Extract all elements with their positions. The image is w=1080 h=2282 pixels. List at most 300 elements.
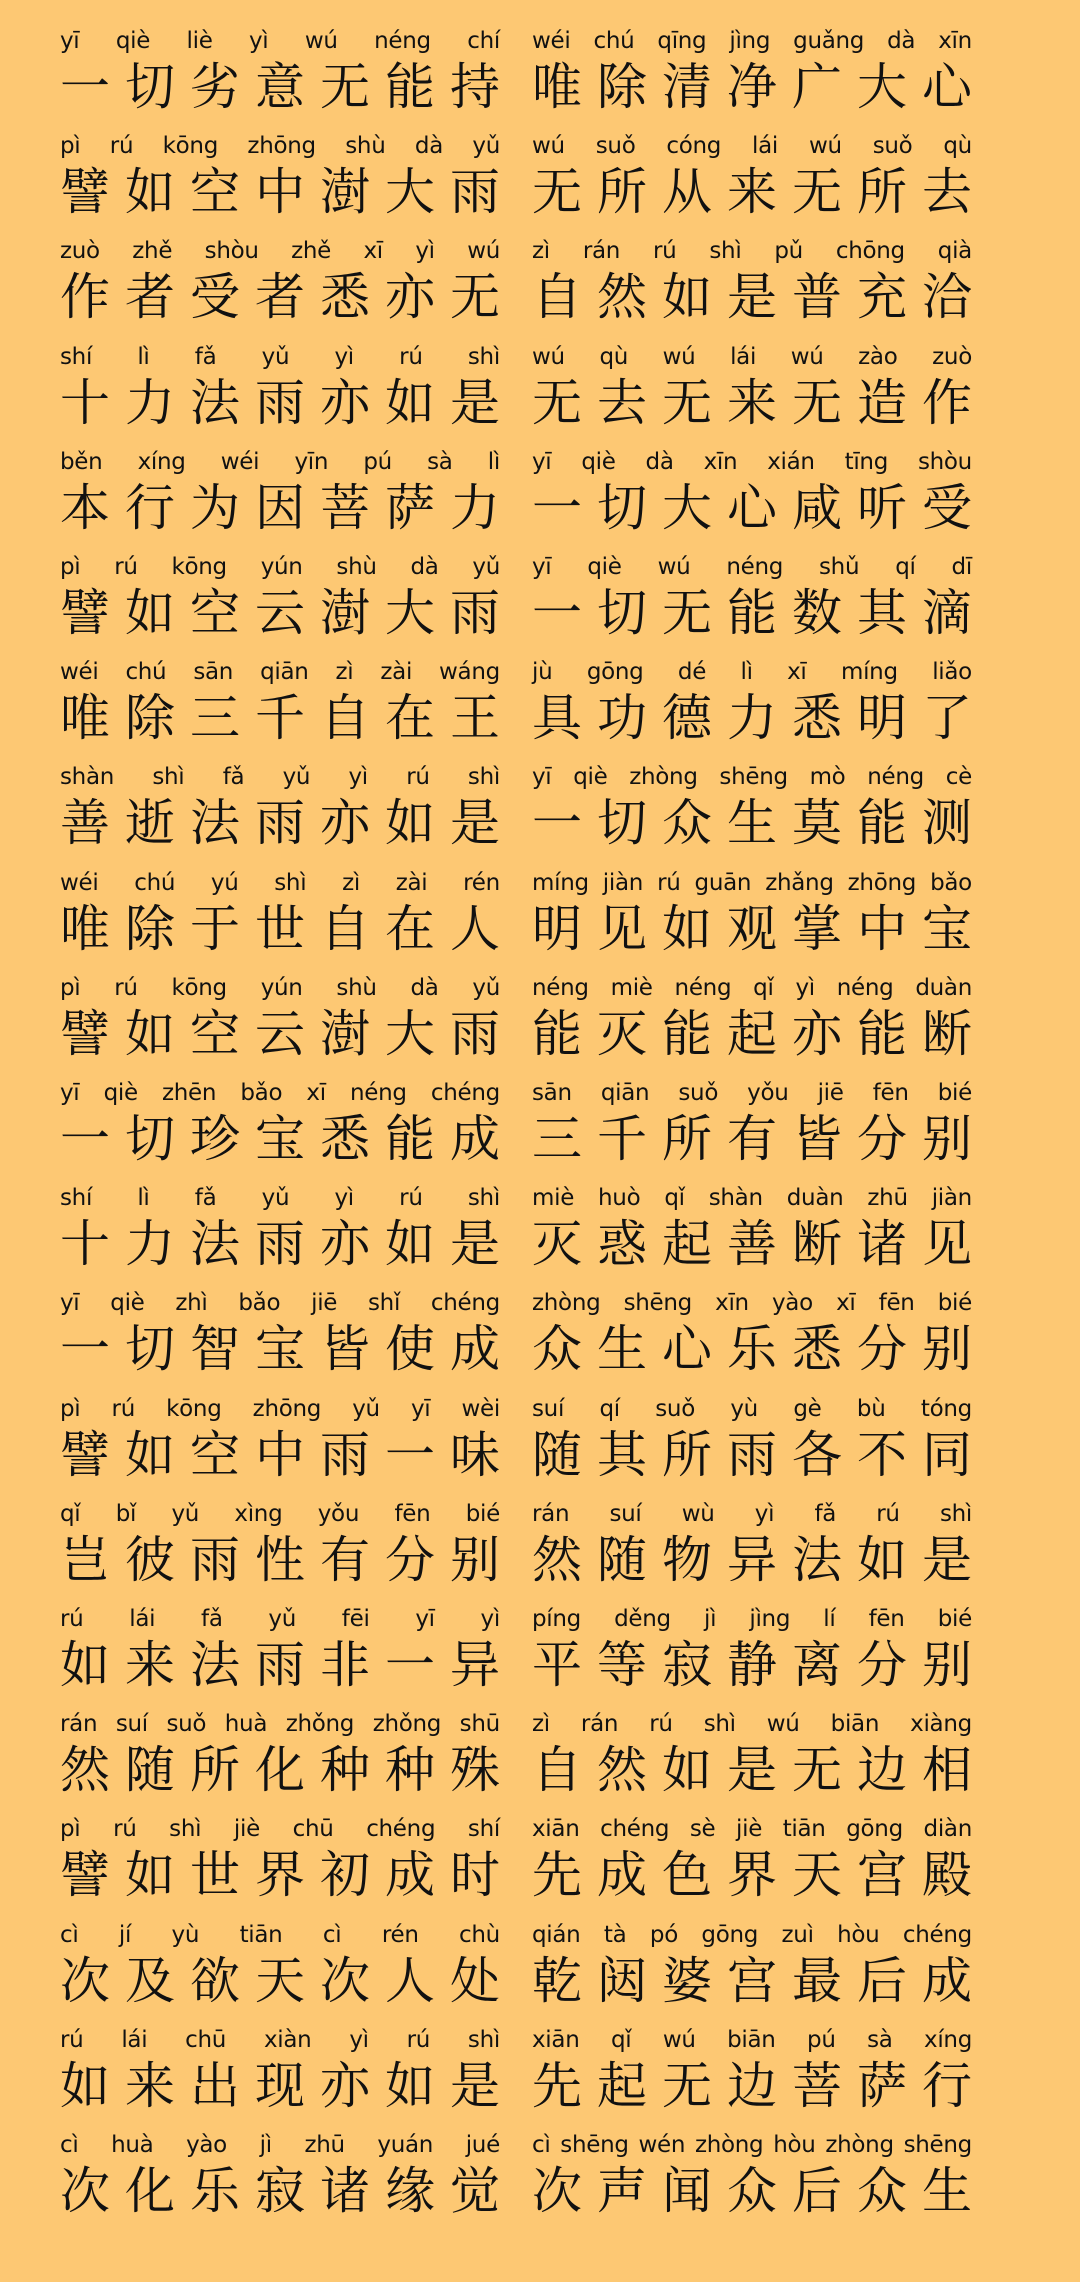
pinyin-syllable: suǒ — [872, 133, 913, 160]
verse-left — [60, 1392, 500, 1497]
pinyin-syllable: duàn — [915, 974, 972, 1001]
hanzi-line: 先 成 色 界 天 宫 殿 — [532, 1846, 972, 1905]
pinyin-syllable: shì — [709, 238, 742, 265]
pinyin-syllable: shí — [60, 1185, 93, 1212]
pinyin-line — [532, 26, 972, 56]
pinyin-syllable: lái — [752, 133, 779, 160]
pinyin-syllable: xìng — [234, 1500, 283, 1527]
pinyin-syllable: xī — [306, 1080, 326, 1106]
pinyin-syllable: xiān — [532, 2026, 580, 2053]
hanzi-line: 先 起 无 边 菩 萨 行 — [532, 2056, 972, 2115]
hanzi-line: 无 所 从 来 无 所 去 — [532, 163, 972, 222]
hanzi-line: 譬 如 空 中 雨 一 味 — [60, 1425, 500, 1484]
pinyin-syllable: chōng — [835, 238, 905, 265]
pinyin-syllable: fēn — [394, 1500, 431, 1527]
pinyin-syllable: qiè — [587, 554, 622, 580]
pinyin-syllable: xīn — [938, 28, 972, 54]
pinyin-syllable: qù — [599, 343, 629, 370]
pinyin-syllable: chéng — [430, 1080, 500, 1106]
verse-row — [0, 1602, 1080, 1707]
pinyin-syllable: kōng — [171, 974, 227, 1001]
verse-left — [60, 550, 500, 655]
pinyin-syllable: zhū — [867, 1185, 908, 1212]
pinyin-syllable: yǔ — [352, 1395, 380, 1422]
hanzi-line: 本 行 为 因 菩 萨 力 — [60, 478, 500, 537]
pinyin-syllable: zhēn — [162, 1080, 217, 1106]
pinyin-line — [60, 1394, 500, 1424]
pinyin-syllable: suǒ — [655, 1395, 695, 1422]
pinyin-syllable: rú — [406, 764, 430, 791]
hanzi-line: 唯 除 三 千 自 在 王 — [60, 689, 500, 748]
hanzi-line: 作 者 受 者 悉 亦 无 — [60, 268, 500, 327]
verse-row — [0, 760, 1080, 865]
pinyin-syllable: shàn — [60, 764, 115, 791]
pinyin-line — [60, 1920, 500, 1950]
pinyin-line — [532, 131, 972, 161]
pinyin-syllable: shū — [459, 1711, 500, 1738]
pinyin-syllable: shì — [467, 1185, 500, 1212]
hanzi-line: 一 切 智 宝 皆 使 成 — [60, 1320, 500, 1379]
verse-left — [60, 1076, 500, 1181]
pinyin-syllable: yún — [260, 974, 303, 1001]
verse-row — [0, 445, 1080, 550]
hanzi-line: 如 来 出 现 亦 如 是 — [60, 2056, 500, 2115]
pinyin-syllable: qǐ — [753, 974, 774, 1001]
verse-right — [532, 1181, 972, 1286]
pinyin-syllable: dé — [677, 659, 707, 686]
pinyin-syllable: sà — [427, 448, 453, 475]
pinyin-syllable: chú — [125, 659, 167, 686]
pinyin-syllable: lì — [137, 343, 150, 370]
pinyin-syllable: pú — [807, 2026, 836, 2053]
pinyin-syllable: chéng — [366, 1816, 436, 1843]
pinyin-syllable: wéi — [60, 869, 99, 896]
pinyin-syllable: jiàn — [931, 1185, 972, 1212]
hanzi-line: 次 化 乐 寂 诸 缘 觉 — [60, 2162, 500, 2220]
pinyin-syllable: yǒu — [747, 1080, 789, 1106]
pinyin-syllable: yǔ — [472, 133, 500, 160]
verse-left — [60, 1286, 500, 1391]
pinyin-syllable: yī — [415, 1606, 435, 1632]
hanzi-line: 譬 如 空 云 澍 大 雨 — [60, 1004, 500, 1063]
pinyin-syllable: rán — [532, 1500, 570, 1527]
pinyin-syllable: gè — [793, 1395, 822, 1422]
verse-left — [60, 866, 500, 971]
verse-left — [60, 1497, 500, 1602]
pinyin-syllable: zhǒng — [285, 1711, 355, 1738]
pinyin-syllable: yīn — [294, 448, 329, 475]
hanzi-line: 然 随 物 异 法 如 是 — [532, 1530, 972, 1589]
pinyin-syllable: yì — [334, 1185, 354, 1212]
pinyin-syllable: chū — [292, 1816, 334, 1843]
pinyin-syllable: bié — [937, 1606, 972, 1632]
verse-right — [532, 24, 972, 129]
pinyin-syllable: zuò — [932, 343, 972, 370]
pinyin-syllable: zhǎng — [765, 869, 834, 896]
pinyin-syllable: qià — [937, 238, 972, 265]
pinyin-syllable: pì — [60, 1395, 81, 1422]
pinyin-line — [60, 2130, 500, 2160]
pinyin-syllable: wú — [766, 1711, 800, 1738]
pinyin-syllable: jì — [259, 2132, 272, 2158]
hanzi-line: 如 来 法 雨 非 一 异 — [60, 1636, 500, 1694]
pinyin-syllable: chù — [459, 1921, 500, 1948]
pinyin-syllable: rán — [582, 238, 621, 265]
pinyin-syllable: shù — [336, 554, 377, 580]
pinyin-syllable: liè — [186, 28, 213, 54]
pinyin-syllable: cì — [322, 1921, 342, 1948]
verse-row — [0, 971, 1080, 1076]
pinyin-syllable: zhòng — [629, 764, 698, 791]
verse-right — [532, 1918, 972, 2023]
pinyin-syllable: xiàn — [263, 2026, 312, 2053]
pinyin-syllable: sān — [193, 659, 234, 686]
pinyin-line — [532, 552, 972, 582]
pinyin-syllable: qiè — [573, 764, 608, 791]
pinyin-syllable: zhě — [291, 238, 332, 265]
pinyin-syllable: cóng — [666, 133, 722, 160]
hanzi-line: 平 等 寂 静 离 分 别 — [532, 1636, 972, 1694]
pinyin-syllable: shòu — [917, 448, 972, 475]
pinyin-syllable: dà — [887, 28, 916, 54]
pinyin-syllable: shì — [467, 764, 500, 791]
pinyin-syllable: jìng — [729, 28, 771, 54]
pinyin-syllable: lì — [137, 1185, 150, 1212]
pinyin-syllable: qián — [532, 1921, 581, 1948]
hanzi-line: 唯 除 于 世 自 在 人 — [60, 899, 500, 958]
pinyin-syllable: qiè — [581, 448, 616, 475]
pinyin-syllable: zuì — [781, 1921, 814, 1948]
pinyin-syllable: yì — [480, 1606, 500, 1632]
pinyin-syllable: zì — [342, 869, 360, 896]
verse-row — [0, 1707, 1080, 1812]
pinyin-syllable: diàn — [923, 1816, 972, 1843]
verse-right — [532, 760, 972, 865]
pinyin-syllable: rú — [657, 869, 681, 896]
pinyin-syllable: zhōng — [252, 1395, 322, 1422]
pinyin-syllable: duàn — [786, 1185, 844, 1212]
pinyin-syllable: huò — [598, 1185, 641, 1212]
pinyin-syllable: chéng — [600, 1816, 670, 1843]
pinyin-syllable: néng — [867, 764, 924, 791]
pinyin-line — [60, 236, 500, 266]
pinyin-syllable: shì — [467, 343, 500, 370]
pinyin-syllable: suí — [609, 1500, 642, 1527]
hanzi-line: 随 其 所 雨 各 不 同 — [532, 1425, 972, 1484]
pinyin-syllable: dī — [951, 554, 972, 580]
pinyin-syllable: xī — [836, 1290, 856, 1317]
pinyin-line — [532, 1183, 972, 1213]
pinyin-syllable: rén — [381, 1921, 419, 1948]
pinyin-syllable: guǎng — [793, 28, 865, 54]
verse-row — [0, 1286, 1080, 1391]
pinyin-line — [532, 1920, 972, 1950]
pinyin-syllable: sān — [532, 1080, 572, 1106]
pinyin-syllable: zài — [380, 659, 413, 686]
pinyin-syllable: zuò — [60, 238, 100, 265]
pinyin-syllable: liǎo — [932, 659, 972, 686]
verse-grid — [0, 24, 1080, 2264]
hanzi-line: 次 及 欲 天 次 人 处 — [60, 1951, 500, 2010]
pinyin-line — [60, 973, 500, 1003]
verse-right — [532, 234, 972, 339]
pinyin-syllable: qǐ — [664, 1185, 685, 1212]
pinyin-syllable: chú — [134, 869, 176, 896]
pinyin-syllable: néng — [349, 1080, 407, 1106]
pinyin-syllable: cì — [532, 2132, 551, 2158]
pinyin-syllable: chú — [593, 28, 635, 54]
pinyin-syllable: jiè — [233, 1816, 260, 1843]
pinyin-syllable: kōng — [166, 1395, 222, 1422]
pinyin-syllable: jì — [704, 1606, 717, 1632]
pinyin-syllable: yī — [60, 1290, 80, 1317]
pinyin-line — [532, 447, 972, 477]
pinyin-syllable: huà — [224, 1711, 268, 1738]
pinyin-syllable: bù — [856, 1395, 886, 1422]
pinyin-syllable: lì — [487, 448, 500, 475]
pinyin-syllable: wú — [304, 28, 338, 54]
pinyin-line — [532, 762, 972, 792]
hanzi-line: 善 逝 法 雨 亦 如 是 — [60, 794, 500, 853]
pinyin-syllable: néng — [674, 974, 732, 1001]
hanzi-line: 自 然 如 是 无 边 相 — [532, 1741, 972, 1800]
hanzi-line: 自 然 如 是 普 充 洽 — [532, 268, 972, 327]
pinyin-line — [532, 2130, 972, 2160]
pinyin-line — [532, 1604, 972, 1634]
pinyin-syllable: cì — [60, 1921, 79, 1948]
pinyin-syllable: sà — [867, 2026, 893, 2053]
pinyin-line — [60, 1078, 500, 1108]
hanzi-line: 一 切 无 能 数 其 滴 — [532, 584, 972, 642]
pinyin-syllable: rú — [114, 974, 138, 1001]
pinyin-syllable: fēn — [868, 1606, 905, 1632]
pinyin-syllable: zhū — [304, 2132, 345, 2158]
pinyin-syllable: fēn — [872, 1080, 909, 1106]
pinyin-syllable: yuán — [377, 2132, 434, 2158]
pinyin-syllable: jìng — [749, 1606, 791, 1632]
pinyin-line — [60, 1604, 500, 1634]
verse-left — [60, 2128, 500, 2233]
pinyin-syllable: xī — [363, 238, 383, 265]
pinyin-syllable: dà — [414, 133, 443, 160]
pinyin-syllable: yǔ — [472, 974, 500, 1001]
pinyin-syllable: qiè — [103, 1080, 138, 1106]
pinyin-line — [60, 657, 500, 687]
verse-right — [532, 1286, 972, 1391]
pinyin-syllable: chū — [185, 2026, 227, 2053]
pinyin-syllable: xíng — [137, 448, 186, 475]
pinyin-syllable: wú — [662, 2026, 696, 2053]
pinyin-syllable: fǎ — [194, 343, 217, 370]
pinyin-syllable: xiàng — [910, 1711, 972, 1738]
verse-left — [60, 445, 500, 550]
pinyin-syllable: pì — [60, 554, 81, 580]
pinyin-syllable: shù — [336, 974, 377, 1001]
verse-right — [532, 1392, 972, 1497]
pinyin-syllable: cì — [60, 2132, 79, 2158]
hanzi-line: 譬 如 世 界 初 成 时 — [60, 1846, 500, 1905]
pinyin-syllable: rú — [399, 343, 423, 370]
pinyin-line — [60, 1814, 500, 1844]
hanzi-line: 然 随 所 化 种 种 殊 — [60, 1741, 500, 1800]
pinyin-syllable: míng — [532, 869, 589, 896]
verse-right — [532, 655, 972, 760]
pinyin-syllable: suí — [532, 1395, 565, 1422]
pinyin-syllable: bǎo — [240, 1080, 283, 1106]
hanzi-line: 一 切 劣 意 无 能 持 — [60, 58, 500, 116]
pinyin-syllable: shēng — [623, 1290, 692, 1317]
pinyin-syllable: fǎ — [201, 1606, 223, 1632]
pinyin-syllable: pì — [60, 133, 81, 160]
pinyin-syllable: bǎo — [930, 869, 972, 896]
pinyin-syllable: pú — [363, 448, 392, 475]
pinyin-syllable: xíng — [924, 2026, 972, 2053]
pinyin-line — [60, 342, 500, 372]
pinyin-syllable: lì — [740, 659, 753, 686]
pinyin-syllable: zào — [858, 343, 898, 370]
verse-row — [0, 2023, 1080, 2128]
pinyin-syllable: wú — [808, 133, 842, 160]
hanzi-line: 乾 闼 婆 宫 最 后 成 — [532, 1951, 972, 2010]
pinyin-syllable: zì — [532, 238, 550, 265]
hanzi-line: 岂 彼 雨 性 有 分 别 — [60, 1530, 500, 1589]
hanzi-line: 次 声 闻 众 后 众 生 — [532, 2162, 972, 2220]
verse-row — [0, 2128, 1080, 2233]
pinyin-line — [532, 1288, 972, 1318]
hanzi-line: 唯 除 清 净 广 大 心 — [532, 58, 972, 116]
pinyin-syllable: yì — [415, 238, 435, 265]
pinyin-line — [60, 868, 500, 898]
pinyin-syllable: lái — [121, 2026, 148, 2053]
pinyin-line — [532, 1499, 972, 1529]
pinyin-syllable: shì — [152, 764, 185, 791]
pinyin-syllable: néng — [836, 974, 894, 1001]
verse-left — [60, 760, 500, 865]
verse-left — [60, 24, 500, 129]
pinyin-syllable: qiè — [115, 28, 151, 54]
pinyin-syllable: chéng — [430, 1290, 500, 1317]
pinyin-syllable: wú — [532, 343, 565, 370]
pinyin-syllable: yì — [249, 28, 269, 54]
verse-row — [0, 655, 1080, 760]
pinyin-syllable: píng — [532, 1606, 581, 1632]
pinyin-syllable: zhǒng — [372, 1711, 442, 1738]
pinyin-syllable: bié — [937, 1290, 972, 1317]
hanzi-line: 明 见 如 观 掌 中 宝 — [532, 899, 972, 958]
verse-right — [532, 129, 972, 234]
pinyin-syllable: néng — [374, 28, 431, 54]
pinyin-syllable: fǎ — [222, 764, 245, 791]
pinyin-line — [532, 973, 972, 1003]
pinyin-syllable: shì — [703, 1711, 736, 1738]
hanzi-line: 一 切 珍 宝 悉 能 成 — [60, 1110, 500, 1168]
pinyin-syllable: mò — [809, 764, 846, 791]
pinyin-syllable: shēng — [560, 2132, 629, 2158]
pinyin-syllable: bǐ — [115, 1500, 137, 1527]
pinyin-syllable: shǐ — [368, 1290, 401, 1317]
pinyin-syllable: miè — [532, 1185, 575, 1212]
verse-left — [60, 1918, 500, 2023]
pinyin-syllable: sè — [689, 1816, 716, 1843]
hanzi-line: 一 切 大 心 咸 听 受 — [532, 478, 972, 537]
pinyin-syllable: zhōng — [847, 869, 917, 896]
pinyin-syllable: jiē — [311, 1290, 338, 1317]
pinyin-syllable: néng — [532, 974, 589, 1001]
pinyin-syllable: tīng — [844, 448, 889, 475]
pinyin-syllable: yī — [532, 448, 552, 475]
verse-row — [0, 1918, 1080, 2023]
pinyin-line — [60, 1499, 500, 1529]
pinyin-syllable: gōng — [846, 1816, 903, 1843]
pinyin-syllable: rú — [60, 2026, 84, 2053]
pinyin-line — [532, 1709, 972, 1739]
pinyin-syllable: wú — [657, 554, 691, 580]
verse-row — [0, 866, 1080, 971]
pinyin-syllable: yì — [795, 974, 815, 1001]
pinyin-syllable: yù — [730, 1395, 758, 1422]
pinyin-syllable: rú — [399, 1185, 423, 1212]
pinyin-syllable: hòu — [837, 1921, 880, 1948]
pinyin-syllable: wéi — [60, 659, 99, 686]
verse-row — [0, 24, 1080, 129]
pinyin-syllable: qiān — [600, 1080, 650, 1106]
pinyin-syllable: xiān — [532, 1816, 580, 1843]
pinyin-syllable: shǔ — [818, 554, 860, 580]
verse-row — [0, 234, 1080, 339]
pinyin-syllable: dà — [645, 448, 674, 475]
pinyin-syllable: suǒ — [678, 1080, 719, 1106]
verse-right — [532, 2128, 972, 2233]
pinyin-syllable: suí — [115, 1711, 148, 1738]
pinyin-syllable: yì — [754, 1500, 775, 1527]
pinyin-syllable: wéi — [220, 448, 260, 475]
pinyin-syllable: xī — [787, 659, 807, 686]
pinyin-syllable: gōng — [701, 1921, 759, 1948]
pinyin-syllable: qí — [599, 1395, 620, 1422]
pinyin-syllable: lái — [129, 1606, 156, 1632]
pinyin-syllable: qīng — [657, 28, 707, 54]
pinyin-syllable: jiè — [736, 1816, 763, 1843]
pinyin-syllable: pì — [60, 1816, 81, 1843]
pinyin-syllable: yì — [334, 343, 354, 370]
pinyin-syllable: yào — [186, 2132, 227, 2158]
pinyin-syllable: zhòng — [694, 2132, 764, 2158]
pinyin-syllable: qiān — [260, 659, 309, 686]
pinyin-syllable: fǎ — [814, 1500, 837, 1527]
pinyin-syllable: zhě — [132, 238, 173, 265]
pinyin-syllable: xián — [767, 448, 815, 475]
pinyin-syllable: yì — [348, 764, 368, 791]
pinyin-line — [532, 1394, 972, 1424]
pinyin-syllable: zhì — [175, 1290, 208, 1317]
pinyin-syllable: qí — [895, 554, 916, 580]
hanzi-line: 譬 如 空 中 澍 大 雨 — [60, 163, 500, 222]
pinyin-syllable: pǔ — [774, 238, 803, 265]
pinyin-line — [60, 1288, 500, 1318]
pinyin-syllable: shēng — [903, 2132, 972, 2158]
pinyin-syllable: miè — [610, 974, 653, 1001]
pinyin-syllable: yī — [410, 1395, 431, 1422]
verse-right — [532, 866, 972, 971]
pinyin-syllable: wú — [790, 343, 824, 370]
verse-right — [532, 1707, 972, 1812]
pinyin-line — [60, 2025, 500, 2055]
pinyin-syllable: biān — [830, 1711, 880, 1738]
pinyin-syllable: chéng — [902, 1921, 972, 1948]
pinyin-syllable: yǔ — [261, 343, 290, 370]
verse-row — [0, 1076, 1080, 1181]
pinyin-syllable: shì — [274, 869, 307, 896]
